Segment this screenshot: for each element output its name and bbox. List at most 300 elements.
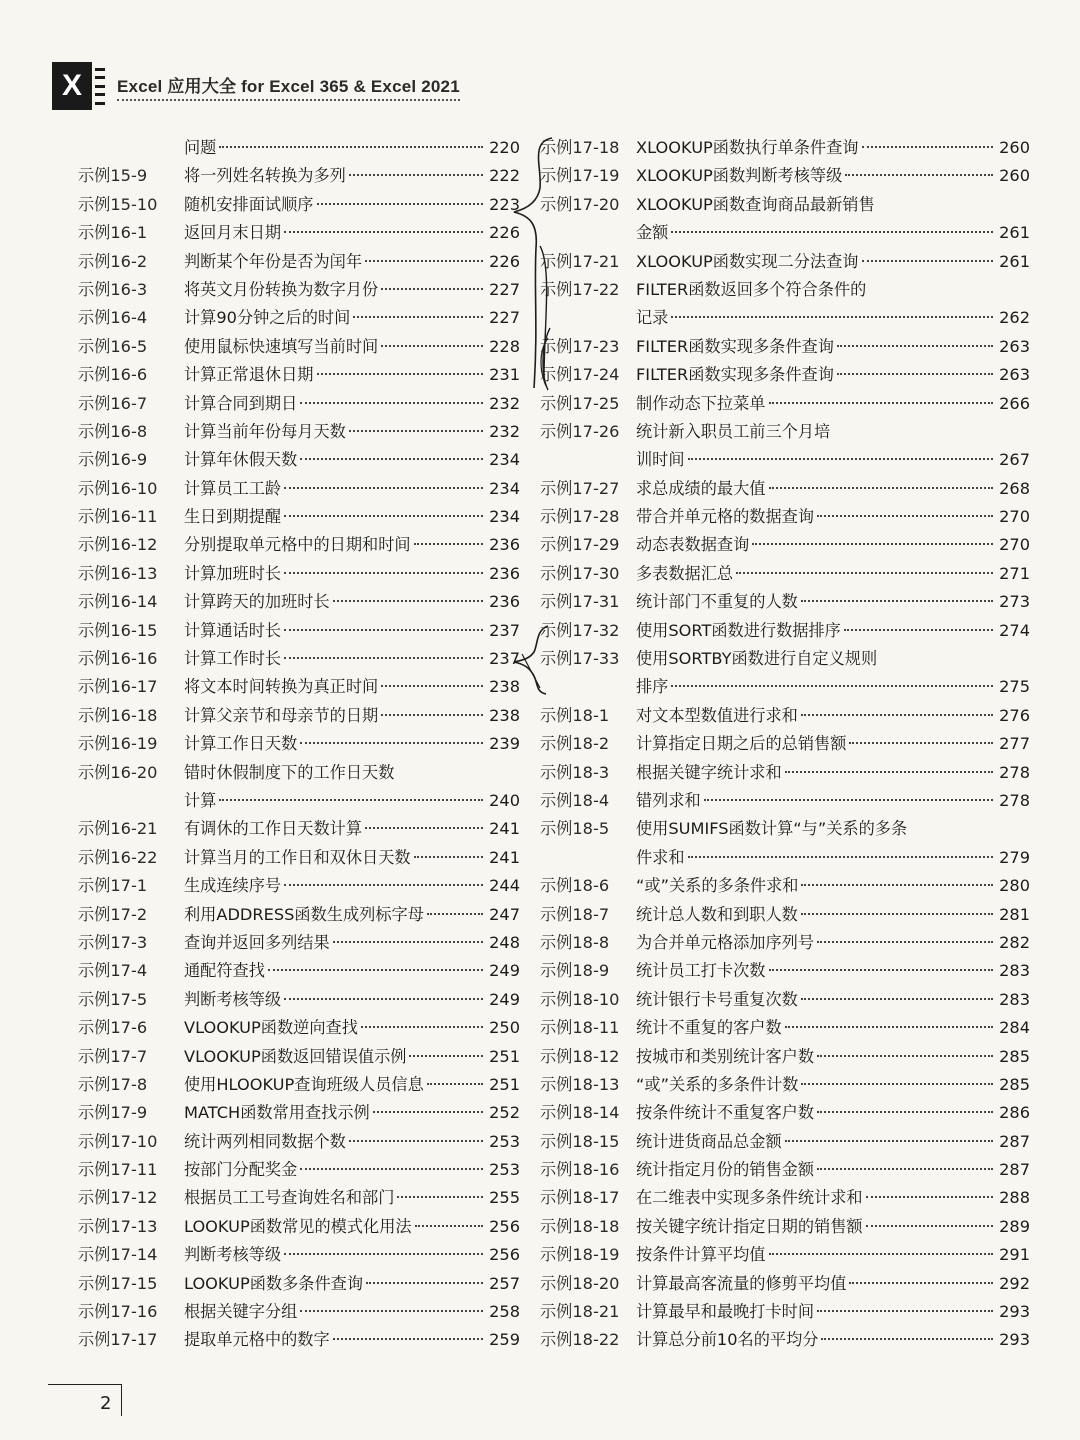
example-number: 示例17-18 bbox=[540, 138, 620, 157]
example-number: 示例16-15 bbox=[78, 620, 158, 640]
entry-title: 计算跨天的加班时长 bbox=[184, 592, 330, 612]
page-ref: 236 bbox=[489, 592, 520, 612]
toc-entry bbox=[78, 1270, 520, 1298]
toc-entry bbox=[78, 645, 520, 673]
dot-leader bbox=[671, 316, 993, 318]
dot-leader bbox=[801, 913, 993, 915]
toc-entry-row bbox=[78, 560, 520, 588]
page-ref: 276 bbox=[999, 705, 1030, 725]
toc-entry bbox=[78, 390, 520, 418]
entry-title: 统计两列相同数据个数 bbox=[184, 1131, 346, 1151]
toc-entry bbox=[78, 418, 520, 446]
example-number: 示例16-4 bbox=[78, 308, 148, 328]
entry-title: 统计总人数和到职人数 bbox=[636, 904, 798, 924]
toc-entry-row bbox=[78, 503, 520, 531]
example-number: 示例17-28 bbox=[540, 507, 620, 527]
entry-title: 使用SUMIFS函数计算“与”关系的多条 bbox=[636, 819, 908, 839]
entry-title: 分别提取单元格中的日期和时间 bbox=[184, 535, 411, 555]
example-number: 示例18-11 bbox=[540, 1018, 620, 1038]
toc-entry-row bbox=[540, 1213, 1030, 1241]
dot-leader bbox=[817, 1168, 993, 1170]
example-number: 示例17-26 bbox=[540, 421, 620, 441]
entry-title: 多表数据汇总 bbox=[636, 563, 734, 583]
footer-rule-tick bbox=[121, 1384, 122, 1416]
entry-title: 在二维表中实现多条件统计求和 bbox=[636, 1188, 863, 1208]
page-ref: 258 bbox=[489, 1302, 520, 1322]
toc-entry-row bbox=[78, 304, 520, 332]
toc-entry bbox=[540, 929, 1030, 957]
dot-leader bbox=[414, 856, 483, 858]
dot-leader bbox=[361, 1026, 483, 1028]
toc-right-column bbox=[540, 134, 1030, 1355]
dot-leader bbox=[671, 231, 993, 233]
toc-entry bbox=[78, 503, 520, 531]
example-number: 示例16-2 bbox=[78, 251, 148, 271]
toc-entry-row bbox=[540, 986, 1030, 1014]
page-ref: 257 bbox=[489, 1273, 520, 1293]
page-ref: 293 bbox=[999, 1302, 1030, 1322]
toc-entry bbox=[540, 1128, 1030, 1156]
toc-entry-continuation bbox=[78, 787, 520, 815]
toc-entry bbox=[540, 1298, 1030, 1326]
page-ref: 232 bbox=[489, 393, 520, 413]
dot-leader bbox=[688, 458, 993, 460]
toc-entry-row bbox=[540, 1326, 1030, 1354]
page-ref: 236 bbox=[489, 535, 520, 555]
toc-entry bbox=[540, 986, 1030, 1014]
example-number: 示例17-29 bbox=[540, 535, 620, 555]
example-number: 示例18-14 bbox=[540, 1103, 620, 1123]
dot-leader bbox=[365, 260, 483, 262]
toc-entry bbox=[78, 730, 520, 758]
toc-entry bbox=[540, 1213, 1030, 1241]
page-ref: 270 bbox=[999, 535, 1030, 555]
entry-title: 判断考核等级 bbox=[184, 1245, 282, 1265]
toc-left-column bbox=[78, 134, 520, 1355]
toc-entry-row bbox=[78, 248, 520, 276]
toc-entry-row bbox=[78, 844, 520, 872]
toc-entry-row bbox=[78, 759, 520, 787]
entry-title: XLOOKUP函数判断考核等级 bbox=[636, 166, 843, 186]
page-ref: 263 bbox=[999, 336, 1030, 356]
dot-leader bbox=[801, 1083, 993, 1085]
entry-title: 计算当前年份每月天数 bbox=[184, 421, 346, 441]
toc-entry bbox=[540, 390, 1030, 418]
entry-title-continued: 训时间 bbox=[636, 450, 685, 470]
toc-entry-row bbox=[540, 1156, 1030, 1184]
entry-title: 计算最早和最晚打卡时间 bbox=[636, 1302, 815, 1322]
page-ref: 220 bbox=[489, 138, 520, 157]
page-ref: 262 bbox=[999, 308, 1030, 328]
toc-entry-row bbox=[78, 219, 520, 247]
page-ref: 260 bbox=[999, 166, 1030, 186]
toc-entry-row bbox=[540, 191, 1030, 219]
toc-entry bbox=[540, 162, 1030, 190]
entry-title: 计算正常退休日期 bbox=[184, 365, 314, 385]
toc-entry bbox=[540, 1043, 1030, 1071]
dot-leader bbox=[284, 572, 483, 574]
entry-title: LOOKUP函数多条件查询 bbox=[184, 1273, 364, 1293]
page-ref: 278 bbox=[999, 790, 1030, 810]
toc-entry-row bbox=[540, 588, 1030, 616]
example-number: 示例16-8 bbox=[78, 421, 148, 441]
entry-title: 使用SORTBY函数进行自定义规则 bbox=[636, 649, 878, 669]
dot-leader bbox=[785, 1140, 993, 1142]
dot-leader bbox=[849, 1282, 993, 1284]
dot-leader bbox=[317, 373, 484, 375]
example-number: 示例17-9 bbox=[78, 1103, 148, 1123]
entry-title: 使用SORT函数进行数据排序 bbox=[636, 620, 841, 640]
example-number: 示例17-33 bbox=[540, 649, 620, 669]
dot-leader bbox=[785, 771, 993, 773]
entry-title: FILTER函数实现多条件查询 bbox=[636, 336, 834, 356]
toc-entry bbox=[78, 1043, 520, 1071]
excel-logo-icon bbox=[52, 62, 92, 110]
example-number: 示例16-20 bbox=[78, 762, 158, 782]
toc-entry-row bbox=[540, 560, 1030, 588]
page-ref: 267 bbox=[999, 450, 1030, 470]
page-ref: 237 bbox=[489, 620, 520, 640]
entry-title: 计算90分钟之后的时间 bbox=[184, 308, 351, 328]
toc-entry bbox=[540, 1270, 1030, 1298]
dot-leader bbox=[300, 1310, 483, 1312]
dot-leader bbox=[845, 174, 993, 176]
entry-title: 提取单元格中的数字 bbox=[184, 1330, 330, 1350]
toc-entry-continuation bbox=[540, 673, 1030, 701]
toc-entry bbox=[540, 1099, 1030, 1127]
toc-entry bbox=[540, 588, 1030, 616]
entry-title: FILTER函数实现多条件查询 bbox=[636, 365, 834, 385]
toc-entry-row bbox=[540, 1270, 1030, 1298]
page-ref: 288 bbox=[999, 1188, 1030, 1208]
example-number: 示例17-3 bbox=[78, 932, 148, 952]
toc-entry-row bbox=[540, 361, 1030, 389]
entry-title: 按部门分配奖金 bbox=[184, 1160, 298, 1180]
page-ref: 234 bbox=[489, 478, 520, 498]
entry-title: 问题 bbox=[184, 138, 217, 157]
dot-leader bbox=[353, 316, 483, 318]
entry-title: 统计银行卡号重复次数 bbox=[636, 989, 798, 1009]
toc-entry bbox=[78, 304, 520, 332]
toc-entry bbox=[78, 1156, 520, 1184]
toc-entry bbox=[540, 248, 1030, 276]
page-ref: 247 bbox=[489, 904, 520, 924]
page-ref: 261 bbox=[999, 223, 1030, 243]
toc-entry-row bbox=[540, 1128, 1030, 1156]
entry-title: 查询并返回多列结果 bbox=[184, 932, 330, 952]
example-number: 示例17-25 bbox=[540, 393, 620, 413]
example-number: 示例18-16 bbox=[540, 1160, 620, 1180]
toc-entry-row bbox=[540, 248, 1030, 276]
entry-title: 统计指定月份的销售金额 bbox=[636, 1160, 815, 1180]
dot-leader bbox=[219, 799, 483, 801]
entry-title: 将文本时间转换为真正时间 bbox=[184, 677, 379, 697]
example-number: 示例16-16 bbox=[78, 649, 158, 669]
dot-leader bbox=[862, 260, 994, 262]
toc-entry-continuation bbox=[540, 446, 1030, 474]
toc-entry bbox=[78, 759, 520, 816]
toc-entry-row bbox=[78, 929, 520, 957]
dot-leader bbox=[866, 1225, 993, 1227]
example-number: 示例16-22 bbox=[78, 847, 158, 867]
toc-entry-continuation bbox=[540, 844, 1030, 872]
dot-leader bbox=[333, 941, 483, 943]
toc-entry-row bbox=[540, 1241, 1030, 1269]
toc-entry bbox=[78, 162, 520, 190]
dot-leader bbox=[414, 543, 483, 545]
example-number: 示例16-7 bbox=[78, 393, 148, 413]
page-ref: 280 bbox=[999, 876, 1030, 896]
dot-leader bbox=[785, 1026, 993, 1028]
dot-leader bbox=[704, 799, 993, 801]
page-ref: 256 bbox=[489, 1245, 520, 1265]
toc-entry bbox=[540, 787, 1030, 815]
dot-leader bbox=[300, 402, 483, 404]
page-ref: 260 bbox=[999, 138, 1030, 157]
dot-leader bbox=[769, 1253, 994, 1255]
example-number: 示例18-4 bbox=[540, 790, 610, 810]
entry-title: 将英文月份转换为数字月份 bbox=[184, 279, 379, 299]
page-ref: 291 bbox=[999, 1245, 1030, 1265]
dot-leader bbox=[736, 572, 993, 574]
entry-title: 求总成绩的最大值 bbox=[636, 478, 766, 498]
page-ref: 249 bbox=[489, 989, 520, 1009]
entry-title: 计算工作日天数 bbox=[184, 734, 298, 754]
toc-entry bbox=[540, 1241, 1030, 1269]
dot-leader bbox=[821, 1338, 993, 1340]
example-number: 示例17-7 bbox=[78, 1046, 148, 1066]
entry-title: 计算父亲节和母亲节的日期 bbox=[184, 705, 379, 725]
toc-entry bbox=[78, 986, 520, 1014]
toc-entry bbox=[540, 1184, 1030, 1212]
page-ref: 285 bbox=[999, 1074, 1030, 1094]
dot-leader bbox=[427, 913, 483, 915]
toc-entry-row bbox=[78, 901, 520, 929]
toc-entry bbox=[78, 248, 520, 276]
page-ref: 275 bbox=[999, 677, 1030, 697]
dot-leader bbox=[349, 430, 483, 432]
toc-entry-row bbox=[540, 390, 1030, 418]
entry-title: XLOOKUP函数查询商品最新销售 bbox=[636, 194, 875, 214]
dot-leader bbox=[284, 231, 483, 233]
toc-entry-row bbox=[78, 191, 520, 219]
toc-entry bbox=[78, 219, 520, 247]
page-ref: 228 bbox=[489, 336, 520, 356]
dot-leader bbox=[284, 998, 483, 1000]
example-number: 示例17-32 bbox=[540, 620, 620, 640]
page-ref: 252 bbox=[489, 1103, 520, 1123]
entry-title: 通配符查找 bbox=[184, 961, 265, 981]
toc-entry-row bbox=[78, 1298, 520, 1326]
page-ref: 261 bbox=[999, 251, 1030, 271]
toc-entry-row bbox=[540, 759, 1030, 787]
entry-title: 使用HLOOKUP查询班级人员信息 bbox=[184, 1074, 424, 1094]
toc-entry-row bbox=[540, 503, 1030, 531]
example-number: 示例17-6 bbox=[78, 1018, 148, 1038]
page-ref: 239 bbox=[489, 734, 520, 754]
toc-entry-row bbox=[78, 276, 520, 304]
entry-title: LOOKUP函数常见的模式化用法 bbox=[184, 1216, 412, 1236]
page-ref: 226 bbox=[489, 223, 520, 243]
book-header bbox=[52, 62, 460, 110]
logo-letter: X bbox=[61, 69, 82, 102]
dot-leader bbox=[300, 1168, 483, 1170]
entry-title: XLOOKUP函数实现二分法查询 bbox=[636, 251, 859, 271]
page-ref: 292 bbox=[999, 1273, 1030, 1293]
dot-leader bbox=[671, 685, 993, 687]
example-number: 示例18-20 bbox=[540, 1273, 620, 1293]
toc-entry bbox=[540, 1326, 1030, 1354]
toc-entry bbox=[540, 645, 1030, 702]
entry-title: 按城市和类别统计客户数 bbox=[636, 1046, 815, 1066]
toc-entry bbox=[78, 1071, 520, 1099]
toc-entry bbox=[78, 134, 520, 162]
page-ref: 282 bbox=[999, 932, 1030, 952]
toc-entry-row bbox=[540, 929, 1030, 957]
dot-leader bbox=[333, 1338, 483, 1340]
toc-entry-row bbox=[540, 730, 1030, 758]
example-number: 示例17-14 bbox=[78, 1245, 158, 1265]
toc-entry-row bbox=[78, 1213, 520, 1241]
entry-title: 计算当月的工作日和双休日天数 bbox=[184, 847, 411, 867]
toc-entry-continuation bbox=[540, 219, 1030, 247]
toc-entry bbox=[78, 844, 520, 872]
example-number: 示例17-13 bbox=[78, 1216, 158, 1236]
toc-entry-row bbox=[78, 702, 520, 730]
entry-title-continued: 排序 bbox=[636, 677, 669, 697]
example-number: 示例16-18 bbox=[78, 705, 158, 725]
toc-entry bbox=[78, 872, 520, 900]
toc-entry bbox=[540, 702, 1030, 730]
toc-entry bbox=[540, 418, 1030, 475]
page-ref: 222 bbox=[489, 166, 520, 186]
entry-title: 按条件统计不重复客户数 bbox=[636, 1103, 815, 1123]
dot-leader bbox=[219, 146, 483, 148]
dot-leader bbox=[373, 1111, 483, 1113]
dot-leader bbox=[817, 1310, 993, 1312]
toc-entry bbox=[540, 333, 1030, 361]
page-ref: 250 bbox=[489, 1018, 520, 1038]
toc-entry bbox=[78, 446, 520, 474]
dot-leader bbox=[866, 1196, 993, 1198]
toc-entry bbox=[78, 333, 520, 361]
dot-leader bbox=[415, 1225, 483, 1227]
dot-leader bbox=[366, 1282, 483, 1284]
example-number: 示例15-9 bbox=[78, 166, 148, 186]
page-ref: 249 bbox=[489, 961, 520, 981]
toc-entry-row bbox=[78, 1241, 520, 1269]
dot-leader bbox=[801, 714, 993, 716]
dot-leader bbox=[268, 969, 483, 971]
dot-leader bbox=[849, 742, 993, 744]
page-ref: 226 bbox=[489, 251, 520, 271]
example-number: 示例16-17 bbox=[78, 677, 158, 697]
pen-annotation-marks bbox=[500, 128, 560, 698]
page-ref: 283 bbox=[999, 961, 1030, 981]
dot-leader bbox=[381, 685, 483, 687]
example-number: 示例18-8 bbox=[540, 932, 610, 952]
entry-title: 根据关键字统计求和 bbox=[636, 762, 782, 782]
dot-leader bbox=[801, 998, 993, 1000]
dot-leader bbox=[837, 345, 993, 347]
page-ref: 227 bbox=[489, 279, 520, 299]
toc-entry bbox=[540, 1156, 1030, 1184]
page-ref: 279 bbox=[999, 847, 1030, 867]
toc-entry-row bbox=[540, 418, 1030, 446]
example-number: 示例16-5 bbox=[78, 336, 148, 356]
entry-title: 判断某个年份是否为闰年 bbox=[184, 251, 363, 271]
toc-entry bbox=[540, 134, 1030, 162]
dot-leader bbox=[817, 941, 993, 943]
toc-entry bbox=[540, 361, 1030, 389]
example-number: 示例18-22 bbox=[540, 1330, 620, 1350]
dot-leader bbox=[837, 373, 993, 375]
toc-entry-row bbox=[78, 673, 520, 701]
example-number: 示例17-8 bbox=[78, 1074, 148, 1094]
entry-title: 计算员工工龄 bbox=[184, 478, 282, 498]
example-number: 示例18-21 bbox=[540, 1302, 620, 1322]
page-ref: 256 bbox=[489, 1216, 520, 1236]
entry-title-continued: 金额 bbox=[636, 223, 669, 243]
dot-leader bbox=[333, 600, 483, 602]
example-number: 示例15-10 bbox=[78, 194, 158, 214]
example-number: 示例17-30 bbox=[540, 563, 620, 583]
toc-entry-row bbox=[78, 872, 520, 900]
dot-leader bbox=[284, 1253, 483, 1255]
page-ref: 277 bbox=[999, 734, 1030, 754]
toc-entry bbox=[78, 475, 520, 503]
entry-title: 计算工作时长 bbox=[184, 649, 282, 669]
page-number: 2 bbox=[100, 1393, 112, 1414]
example-number: 示例17-20 bbox=[540, 194, 620, 214]
example-number: 示例18-5 bbox=[540, 819, 610, 839]
entry-title: 统计不重复的客户数 bbox=[636, 1018, 782, 1038]
dot-leader bbox=[801, 600, 993, 602]
example-number: 示例16-12 bbox=[78, 535, 158, 555]
example-number: 示例18-18 bbox=[540, 1216, 620, 1236]
entry-title: 制作动态下拉菜单 bbox=[636, 393, 766, 413]
toc-entry bbox=[540, 815, 1030, 872]
toc-entry-row bbox=[78, 333, 520, 361]
toc-entry bbox=[540, 276, 1030, 333]
entry-title: 错列求和 bbox=[636, 790, 701, 810]
example-number: 示例17-15 bbox=[78, 1273, 158, 1293]
toc-entry bbox=[540, 957, 1030, 985]
example-number: 示例17-10 bbox=[78, 1131, 158, 1151]
toc-entry-row bbox=[78, 1099, 520, 1127]
example-number: 示例17-16 bbox=[78, 1302, 158, 1322]
toc-entry bbox=[540, 1071, 1030, 1099]
toc-entry bbox=[540, 872, 1030, 900]
entry-title: 统计进货商品总金额 bbox=[636, 1131, 782, 1151]
toc-entry bbox=[78, 957, 520, 985]
dot-leader bbox=[284, 487, 483, 489]
toc-entry bbox=[78, 901, 520, 929]
dot-leader bbox=[349, 1140, 483, 1142]
entry-title: 对文本型数值进行求和 bbox=[636, 705, 798, 725]
toc-entry bbox=[78, 276, 520, 304]
toc-entry-row bbox=[78, 361, 520, 389]
toc-entry-row bbox=[78, 1043, 520, 1071]
page-ref: 270 bbox=[999, 507, 1030, 527]
toc-entry-row bbox=[540, 617, 1030, 645]
entry-title: 返回月末日期 bbox=[184, 223, 282, 243]
toc-entry-row bbox=[78, 475, 520, 503]
dot-leader bbox=[688, 856, 993, 858]
entry-title: 计算通话时长 bbox=[184, 620, 282, 640]
page-ref: 244 bbox=[489, 876, 520, 896]
example-number: 示例16-10 bbox=[78, 478, 158, 498]
